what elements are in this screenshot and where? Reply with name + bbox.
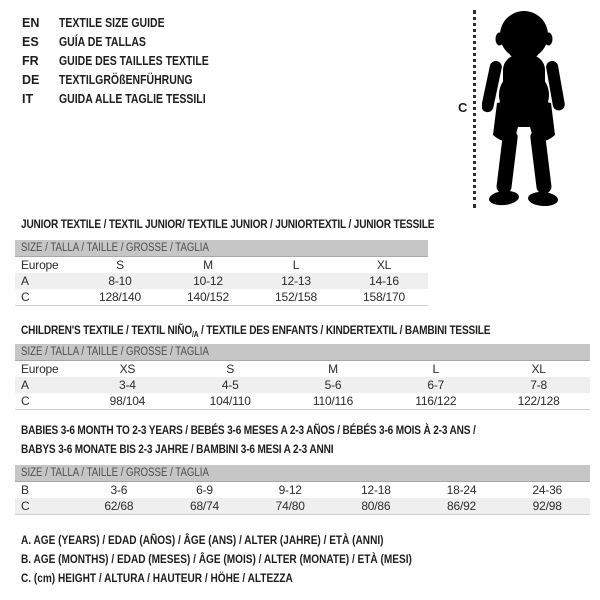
size-value-cell: 104/110 — [209, 394, 251, 408]
table-row — [15, 482, 590, 498]
babies-title-line1: BABIES 3-6 MONTH TO 2-3 YEARS / BEBÉS 3-6 MESES A 2-3 AÑOS / BÉBÉS 3-6 MOIS À 2-3 ANS / — [21, 423, 476, 437]
size-value-cell: 140/152 — [187, 290, 229, 304]
size-value-cell: 98/104 — [109, 394, 146, 408]
size-header-label: SIZE / TALLA / TAILLE / GRÖSSE / TAGLIA — [21, 242, 209, 254]
babies-size-table — [15, 465, 590, 515]
title-post: / TEXTILE DES ENFANTS / KINDERTEXTIL / BAMBINI TESSILE — [198, 323, 491, 337]
size-value-cell: 86/92 — [447, 499, 477, 513]
size-value-cell: 7-8 — [530, 378, 547, 392]
size-value-cell: 92/98 — [532, 499, 562, 513]
language-code: DE — [22, 72, 40, 87]
table-row — [15, 393, 590, 409]
table-body — [15, 482, 590, 515]
children-table-title-text — [21, 321, 490, 344]
size-value-cell: 12-13 — [281, 274, 311, 288]
size-value-cell: XL — [376, 258, 392, 272]
guide-title: GUIDA ALLE TAGLIE TESSILI — [59, 91, 206, 106]
junior-size-table — [15, 240, 428, 306]
size-value-cell: 4-5 — [221, 378, 239, 392]
table-body — [15, 361, 590, 410]
size-value-cell: 5-6 — [324, 378, 342, 392]
height-label: C — [458, 100, 468, 115]
language-code: EN — [22, 15, 40, 30]
language-code: ES — [22, 34, 39, 49]
row-label: C — [21, 394, 30, 408]
baby-silhouette-icon — [482, 8, 566, 212]
size-value-cell: 8-10 — [108, 274, 132, 288]
title-sub: /A — [192, 330, 199, 339]
size-header-bar — [15, 240, 428, 257]
legend-footnotes — [21, 531, 486, 588]
guide-title: TEXTILGRÖßENFÜHRUNG — [59, 72, 193, 87]
size-value-cell: 24-36 — [532, 483, 563, 497]
row-label: C — [21, 499, 30, 513]
size-value-cell: M — [203, 258, 213, 272]
legend-line-a-text: A. AGE (YEARS) / EDAD (AÑOS) / ÂGE (ANS) / ALTER (JAHRE) / ETÀ (ANNI) — [21, 533, 384, 547]
language-row — [22, 13, 237, 32]
size-value-cell: 80/86 — [361, 499, 391, 513]
size-value-cell: 6-9 — [196, 483, 213, 497]
legend-line-c — [21, 569, 486, 588]
table-row — [15, 361, 590, 377]
size-value-cell: 68/74 — [189, 499, 220, 513]
size-value-cell: 74/80 — [275, 499, 305, 513]
table-body — [15, 257, 428, 306]
babies-title-line2: BABYS 3-6 MONATE BIS 2-3 JAHRE / BAMBINI 3-6 MESI A 2-3 ANNI — [21, 442, 334, 456]
children-size-table — [15, 344, 590, 410]
size-value-cell: S — [226, 362, 235, 376]
size-value-cell: 116/122 — [415, 394, 457, 408]
height-measure-line — [473, 10, 476, 208]
legend-line-c-text: C. (cm) HEIGHT / ALTURA / HAUTEUR / HÖHE / ALTEZZA — [21, 571, 293, 585]
junior-table-title-text: JUNIOR TEXTILE / TEXTIL JUNIOR/ TEXTILE JUNIOR / JUNIORTEXTIL / JUNIOR TESSILE — [21, 217, 435, 231]
row-label: B — [21, 483, 29, 497]
size-value-cell: L — [432, 362, 440, 376]
size-value-cell: 12-18 — [361, 483, 391, 497]
size-header-bar — [15, 465, 590, 482]
title-pre: CHILDREN'S TEXTILE / TEXTIL NIÑO — [21, 323, 193, 337]
children-table-title — [21, 321, 580, 344]
row-label: C — [21, 290, 30, 304]
guide-title: GUÍA DE TALLAS — [59, 34, 146, 49]
language-row — [22, 89, 237, 108]
language-row — [22, 70, 237, 89]
size-value-cell: 6-7 — [427, 378, 445, 392]
language-code: FR — [22, 53, 39, 68]
legend-line-b — [21, 550, 486, 569]
size-value-cell: L — [292, 258, 300, 272]
legend-line-a — [21, 531, 486, 550]
junior-table-title — [21, 215, 513, 234]
size-value-cell: 62/68 — [104, 499, 134, 513]
language-row — [22, 32, 237, 51]
size-value-cell: XS — [119, 362, 136, 376]
legend-line-b-text: B. AGE (MONTHS) / EDAD (MESES) / ÂGE (MOIS) / ALTER (MONATE) / ETÀ (MESI) — [21, 552, 412, 566]
size-header-label: SIZE / TALLA / TAILLE / GRÖSSE / TAGLIA — [21, 346, 209, 358]
size-value-cell: 110/116 — [312, 394, 354, 408]
row-label: A — [21, 378, 29, 392]
size-value-cell: 128/140 — [99, 290, 141, 304]
table-row — [15, 289, 428, 305]
row-label: A — [21, 274, 29, 288]
size-value-cell: 3-4 — [119, 378, 136, 392]
size-header-bar — [15, 344, 590, 361]
table-row — [15, 377, 590, 393]
size-value-cell: 152/158 — [275, 290, 317, 304]
language-title-list — [22, 13, 237, 108]
size-value-cell: 3-6 — [110, 483, 128, 497]
guide-title: TEXTILE SIZE GUIDE — [59, 15, 165, 30]
row-label: Europe — [21, 258, 59, 272]
size-value-cell: 122/128 — [517, 394, 560, 408]
guide-title: GUIDE DES TAILLES TEXTILE — [59, 53, 209, 68]
size-value-cell: XL — [531, 362, 546, 376]
size-value-cell: 18-24 — [446, 483, 477, 497]
size-value-cell: S — [116, 258, 124, 272]
size-value-cell: 14-16 — [369, 274, 399, 288]
size-value-cell: M — [328, 362, 338, 376]
size-header-label: SIZE / TALLA / TAILLE / GRÖSSE / TAGLIA — [21, 467, 209, 479]
size-value-cell: 9-12 — [278, 483, 302, 497]
language-code: IT — [22, 91, 34, 106]
size-value-cell: 158/170 — [363, 290, 405, 304]
table-row — [15, 257, 428, 273]
size-value-cell: 10-12 — [193, 274, 223, 288]
table-row — [15, 498, 590, 514]
babies-table-title — [21, 421, 562, 459]
language-row — [22, 51, 237, 70]
table-row — [15, 273, 428, 289]
row-label: Europe — [21, 362, 59, 376]
